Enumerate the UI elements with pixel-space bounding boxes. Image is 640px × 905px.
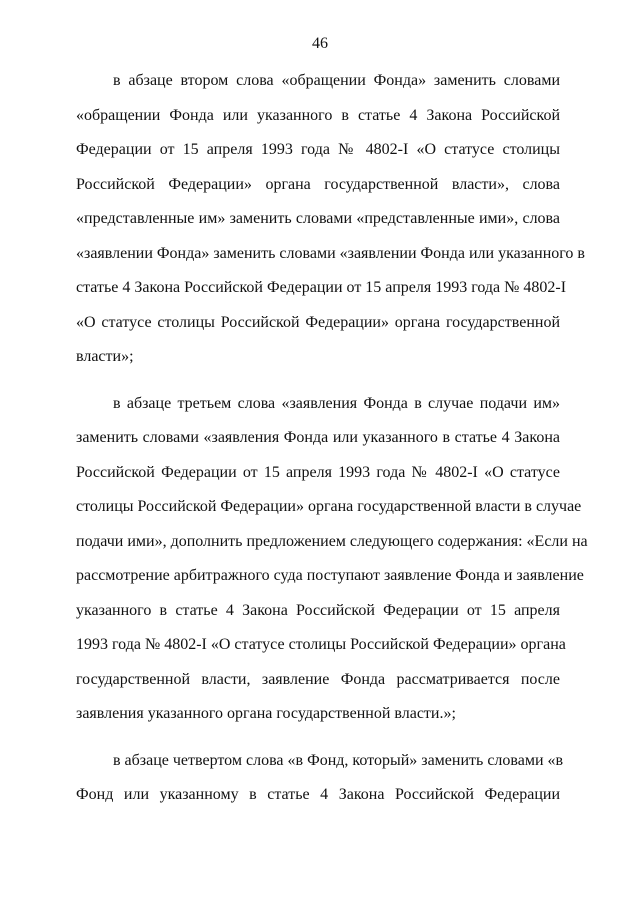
document-body bbox=[76, 64, 588, 825]
text-line: Российской Федерации от 15 апреля 1993 года № 4802-I «О статусе bbox=[76, 463, 560, 481]
text-line: «представленные им» заменить словами «представленные ими», слова bbox=[76, 210, 560, 227]
text-line: заменить словами «заявления Фонда или указанного в статье 4 Закона bbox=[76, 429, 560, 446]
text-line: подачи ими», дополнить предложением следующего содержания: «Если на bbox=[76, 532, 588, 550]
text-line: государственной власти, заявление Фонда рассматривается после bbox=[76, 670, 560, 688]
text-line: столицы Российской Федерации» органа государственной власти в случае bbox=[76, 498, 582, 515]
text-line: власти»; bbox=[76, 348, 134, 365]
text-line: заявления указанного органа государственной власти.»; bbox=[76, 705, 456, 722]
text-line: статье 4 Закона Российской Федерации от 15 апреля 1993 года № 4802-I bbox=[76, 279, 567, 296]
text-line: в абзаце втором слова «обращении Фонда» заменить словами bbox=[113, 72, 560, 89]
text-line: «О статусе столицы Российской Федерации» органа государственной bbox=[76, 313, 560, 331]
text-line: «обращении Фонда или указанного в статье 4 Закона Российской bbox=[76, 106, 560, 124]
paragraph-3 bbox=[76, 744, 564, 813]
paragraph-2 bbox=[76, 387, 588, 732]
text-line: указанного в статье 4 Закона Российской Федерации от 15 апреля bbox=[76, 601, 560, 619]
text-line: «заявлении Фонда» заменить словами «заявлении Фонда или указанного в bbox=[76, 244, 585, 262]
text-line: 1993 года № 4802-I «О статусе столицы Российской Федерации» органа bbox=[76, 636, 566, 653]
text-line: Федерации от 15 апреля 1993 года № 4802-I «О статусе столицы bbox=[76, 141, 560, 158]
paragraph-1 bbox=[76, 64, 585, 375]
text-line: в абзаце третьем слова «заявления Фонда в случае подачи им» bbox=[113, 394, 560, 412]
text-line: в абзаце четвертом слова «в Фонд, который» заменить словами «в bbox=[113, 751, 564, 769]
text-line: Фонд или указанному в статье 4 Закона Российской Федерации bbox=[76, 786, 560, 803]
page-number: 46 bbox=[312, 35, 328, 52]
text-line: Российской Федерации» органа государственной власти», слова bbox=[76, 175, 560, 193]
text-line: рассмотрение арбитражного суда поступают заявление Фонда и заявление bbox=[76, 567, 584, 584]
